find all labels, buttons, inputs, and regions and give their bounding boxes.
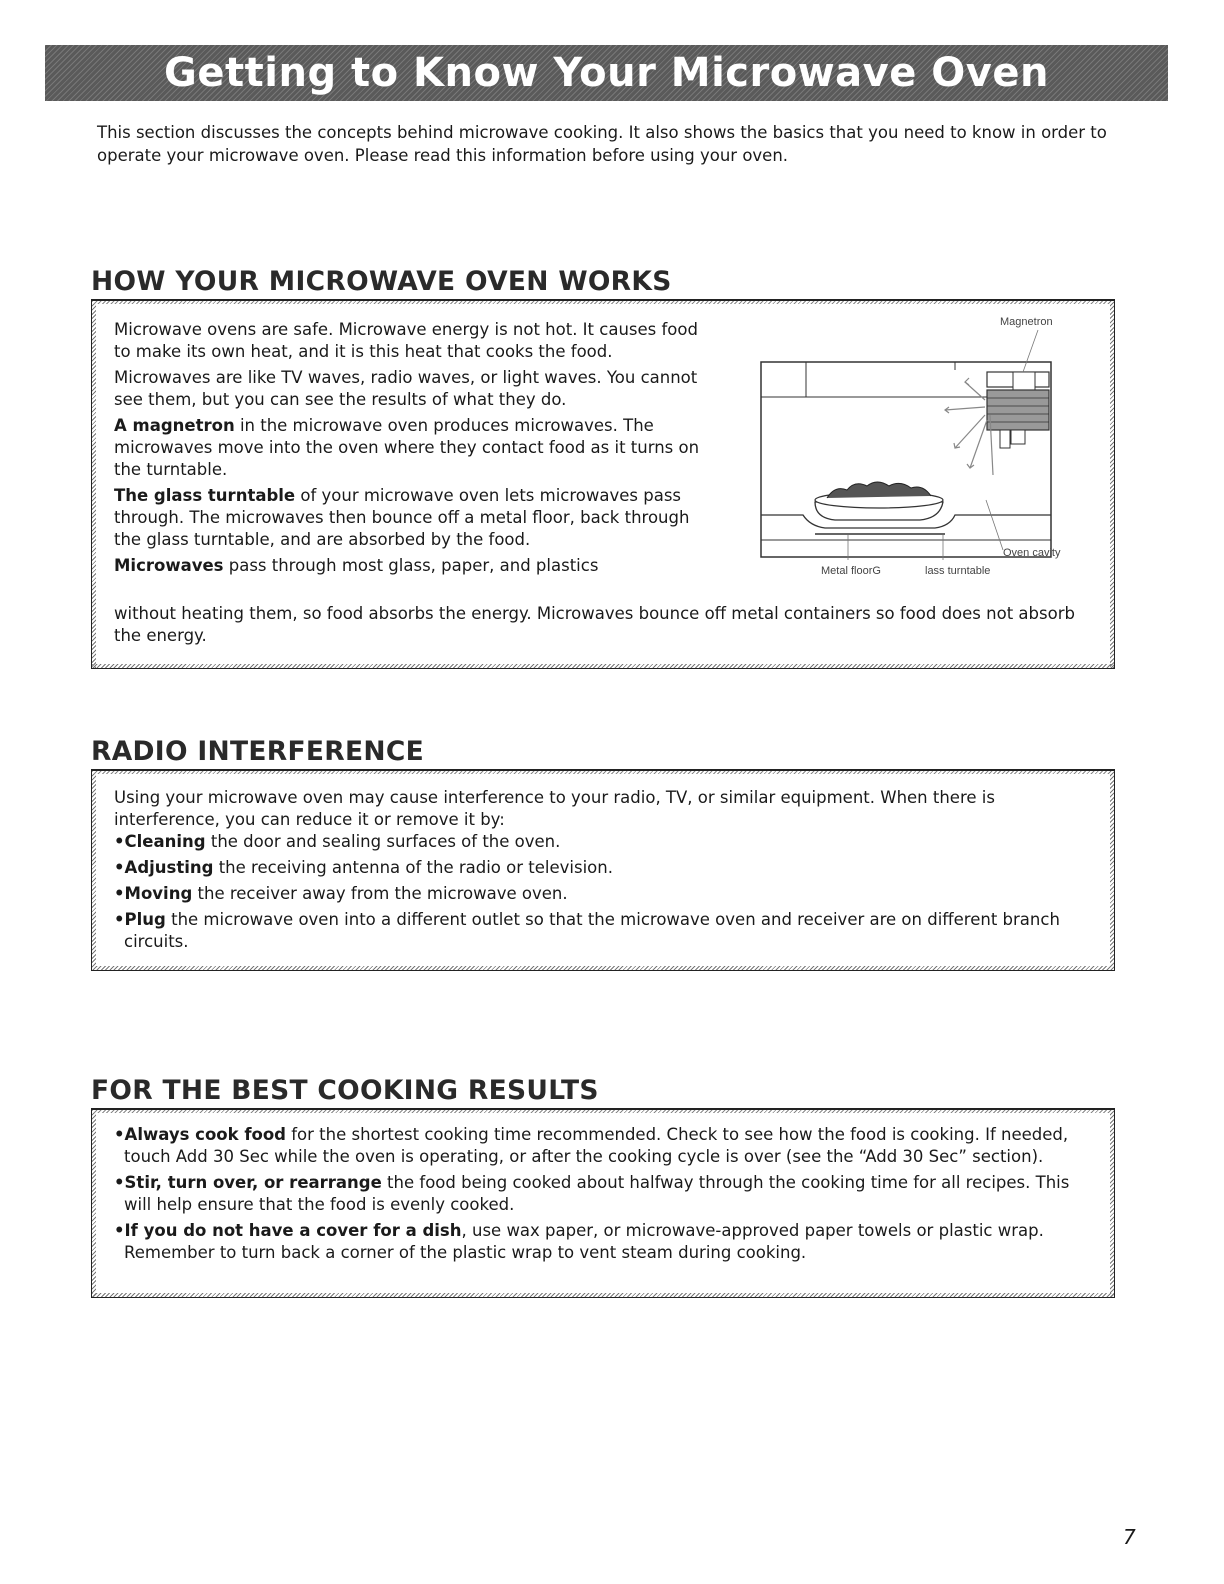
label-glass-turntable: lass turntable bbox=[925, 565, 991, 577]
list-item: •Adjusting the receiving antenna of the radio or television. bbox=[114, 858, 613, 877]
paragraph-safe: Microwave ovens are safe. Microwave energy is not hot. It causes food to make its own heat, and it is this heat that cooks the food. bbox=[114, 320, 698, 361]
paragraph-magnetron: A magnetron in the microwave oven produces microwaves. The microwaves move into the oven where they contact food as it turns on the turntable. bbox=[114, 416, 700, 479]
list-item: •If you do not have a cover for a dish, use wax paper, or microwave-approved paper towels or plastic wrap. Remember to turn back a corner of the plastic wrap to vent steam during cooking. bbox=[114, 1221, 1044, 1262]
label-metal-floor: Metal floorG bbox=[821, 565, 881, 577]
label-magnetron: Magnetron bbox=[1000, 316, 1053, 328]
section-title-best-results: FOR THE BEST COOKING RESULTS bbox=[91, 1075, 599, 1106]
list-item: •Moving the receiver away from the microwave oven. bbox=[114, 884, 568, 903]
intro-paragraph: This section discusses the concepts behind microwave cooking. It also shows the basics that you need to know in order to operate your microwave oven. Please read this information before using your oven. bbox=[97, 123, 1107, 165]
page-number: 7 bbox=[1123, 1525, 1136, 1549]
list-item: •Cleaning the door and sealing surfaces of the oven. bbox=[114, 832, 561, 851]
magnetron-leader bbox=[1023, 330, 1038, 372]
page-title: Getting to Know Your Microwave Oven bbox=[164, 50, 1049, 96]
paragraph-microwaves-rest: without heating them, so food absorbs the energy. Microwaves bounce off metal containers so food does not absorb the energy. bbox=[114, 604, 1075, 645]
paragraph-turntable: The glass turntable of your microwave oven lets microwaves pass through. The microwaves then bounce off a metal floor, back through the glass turntable, and are absorbed by the food. bbox=[114, 486, 690, 549]
radio-intro: Using your microwave oven may cause interference to your radio, TV, or similar equipment. When there is interference, you can reduce it or remove it by: bbox=[114, 788, 995, 829]
microwave-diagram bbox=[755, 310, 1085, 585]
how-it-works-text bbox=[114, 319, 714, 577]
list-item: •Stir, turn over, or rearrange the food being cooked about halfway through the cooking time for all recipes. This will help ensure that the food is evenly cooked. bbox=[114, 1173, 1070, 1214]
paragraph-microwaves-lead: Microwaves pass through most glass, paper, and plastics bbox=[114, 556, 599, 575]
oven-door-edge bbox=[761, 362, 806, 397]
radio-interference-box bbox=[91, 769, 1115, 971]
paragraph-waves: Microwaves are like TV waves, radio waves, or light waves. You cannot see them, but you can see the results of what they do. bbox=[114, 368, 698, 409]
best-results-box bbox=[91, 1108, 1115, 1298]
list-item: •Plug the microwave oven into a different outlet so that the microwave oven and receiver are on different branch circuits. bbox=[114, 910, 1060, 951]
list-item: •Always cook food for the shortest cooking time recommended. Check to see how the food is cooking. If needed, touch Add 30 Sec while the oven is operating, or after the cooking cycle is over (see the “Add 30 Sec” section). bbox=[114, 1125, 1069, 1166]
section-title-radio-interference: RADIO INTERFERENCE bbox=[91, 736, 424, 767]
food-dish-icon bbox=[815, 482, 943, 520]
microwave-arrows-icon bbox=[945, 378, 993, 475]
magnetron-icon bbox=[987, 372, 1049, 448]
section-title-how-it-works: HOW YOUR MICROWAVE OVEN WORKS bbox=[91, 266, 672, 297]
label-oven-cavity: Oven cavity bbox=[1003, 547, 1061, 559]
cavity-leader bbox=[986, 500, 1003, 550]
page-banner bbox=[45, 45, 1168, 101]
